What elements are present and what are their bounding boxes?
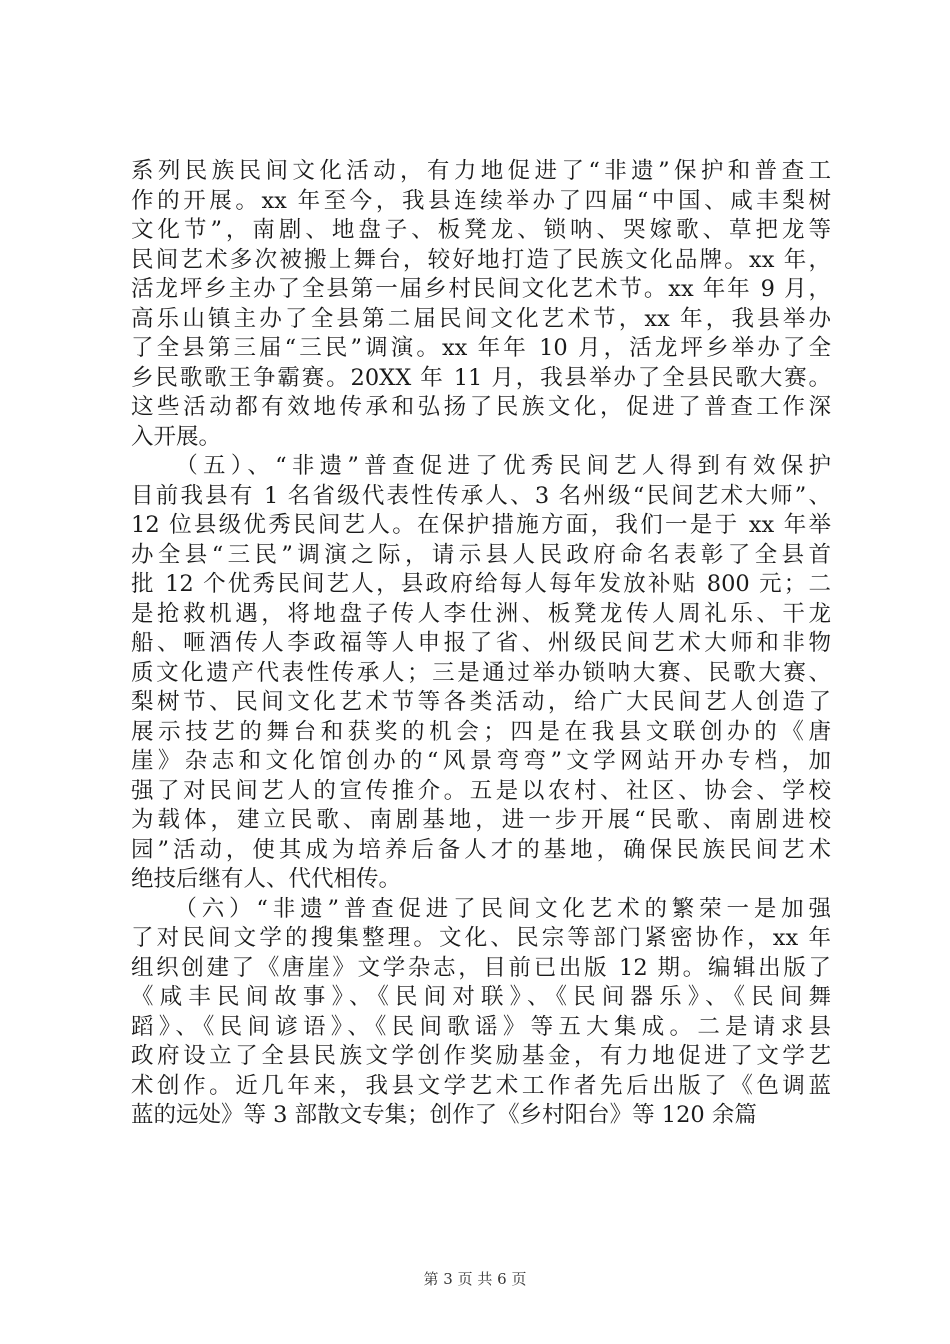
- page-footer: 第 3 页 共 6 页: [423, 1270, 527, 1288]
- text-line: 了对民间文学的搜集整理。文化、民宗等部门紧密协作，xx 年: [131, 925, 831, 951]
- text-line: 术创作。近几年来，我县文学艺术工作者先后出版了《色调蓝: [131, 1072, 831, 1099]
- text-line: 崖》杂志和文化馆创办的“风景弯弯”文学网站开办专档，加: [131, 748, 831, 774]
- text-line: 绝技后继有人、代代相传。: [131, 866, 402, 892]
- text-line: 活龙坪乡主办了全县第一届乡村民间文化艺术节。xx 年年 9 月，: [131, 276, 831, 302]
- text-line: 为载体，建立民歌、南剧基地，进一步开展“民歌、南剧进校: [131, 807, 831, 833]
- text-line: 梨树节、民间文化艺术节等各类活动，给广大民间艺人创造了: [131, 689, 831, 715]
- text-line: （六）“非遗”普查促进了民间文化艺术的繁荣一是加强: [131, 895, 831, 922]
- text-line: 政府设立了全县民族文学创作奖励基金，有力地促进了文学艺: [131, 1043, 831, 1069]
- text-line: 蓝的远处》等 3 部散文专集；创作了《乡村阳台》等 120 余篇: [131, 1102, 757, 1128]
- text-line: 这些活动都有效地传承和弘扬了民族文化，促进了普查工作深: [131, 394, 831, 420]
- text-line: （五）、“非遗”普查促进了优秀民间艺人得到有效保护: [131, 453, 831, 479]
- text-line: 质文化遗产代表性传承人；三是通过举办锁呐大赛、民歌大赛、: [131, 659, 831, 686]
- text-line: 船、咂酒传人李政福等人申报了省、州级民间艺术大师和非物: [131, 630, 831, 656]
- text-line: 文化节”，南剧、地盘子、板凳龙、锁呐、哭嫁歌、草把龙等: [131, 217, 831, 243]
- text-line: 园”活动，使其成为培养后备人才的基地，确保民族民间艺术: [131, 836, 831, 863]
- text-line: 乡民歌歌王争霸赛。20XX 年 11 月，我县举办了全县民歌大赛。: [131, 364, 831, 391]
- text-line: 组织创建了《唐崖》文学杂志，目前已出版 12 期。编辑出版了: [131, 954, 831, 981]
- text-line: 12 位县级优秀民间艺人。在保护措施方面，我们一是于 xx 年举: [131, 512, 831, 538]
- text-line: 强了对民间艺人的宣传推介。五是以农村、社区、协会、学校: [131, 777, 831, 804]
- text-line: 高乐山镇主办了全县第二届民间文化艺术节，xx 年，我县举办: [131, 305, 831, 332]
- text-line: 《咸丰民间故事》、《民间对联》、《民间器乐》、《民间舞: [131, 984, 831, 1010]
- text-line: 是抢救机遇，将地盘子传人李仕洲、板凳龙传人周礼乐、干龙: [131, 600, 831, 627]
- document-body: [131, 157, 831, 1131]
- text-line: 办全县“三民”调演之际，请示县人民政府命名表彰了全县首: [131, 541, 831, 568]
- text-line: 民间艺术多次被搬上舞台，较好地打造了民族文化品牌。xx 年，: [131, 246, 831, 273]
- text-line: 了全县第三届“三民”调演。xx 年年 10 月，活龙坪乡举办了全: [131, 335, 831, 361]
- text-line: 作的开展。xx 年至今，我县连续举办了四届“中国、咸丰梨树: [131, 187, 831, 214]
- text-line: 展示技艺的舞台和获奖的机会；四是在我县文联创办的《唐: [131, 718, 831, 745]
- text-line: 入开展。: [131, 423, 222, 450]
- text-line: 蹈》、《民间谚语》、《民间歌谣》等五大集成。二是请求县: [131, 1013, 831, 1040]
- text-line: 批 12 个优秀民间艺人，县政府给每人每年发放补贴 800 元；二: [131, 571, 831, 597]
- text-line: 目前我县有 1 名省级代表性传承人、3 名州级“民间艺术大师”、: [131, 482, 831, 509]
- text-line: 系列民族民间文化活动，有力地促进了“非遗”保护和普查工: [131, 158, 831, 184]
